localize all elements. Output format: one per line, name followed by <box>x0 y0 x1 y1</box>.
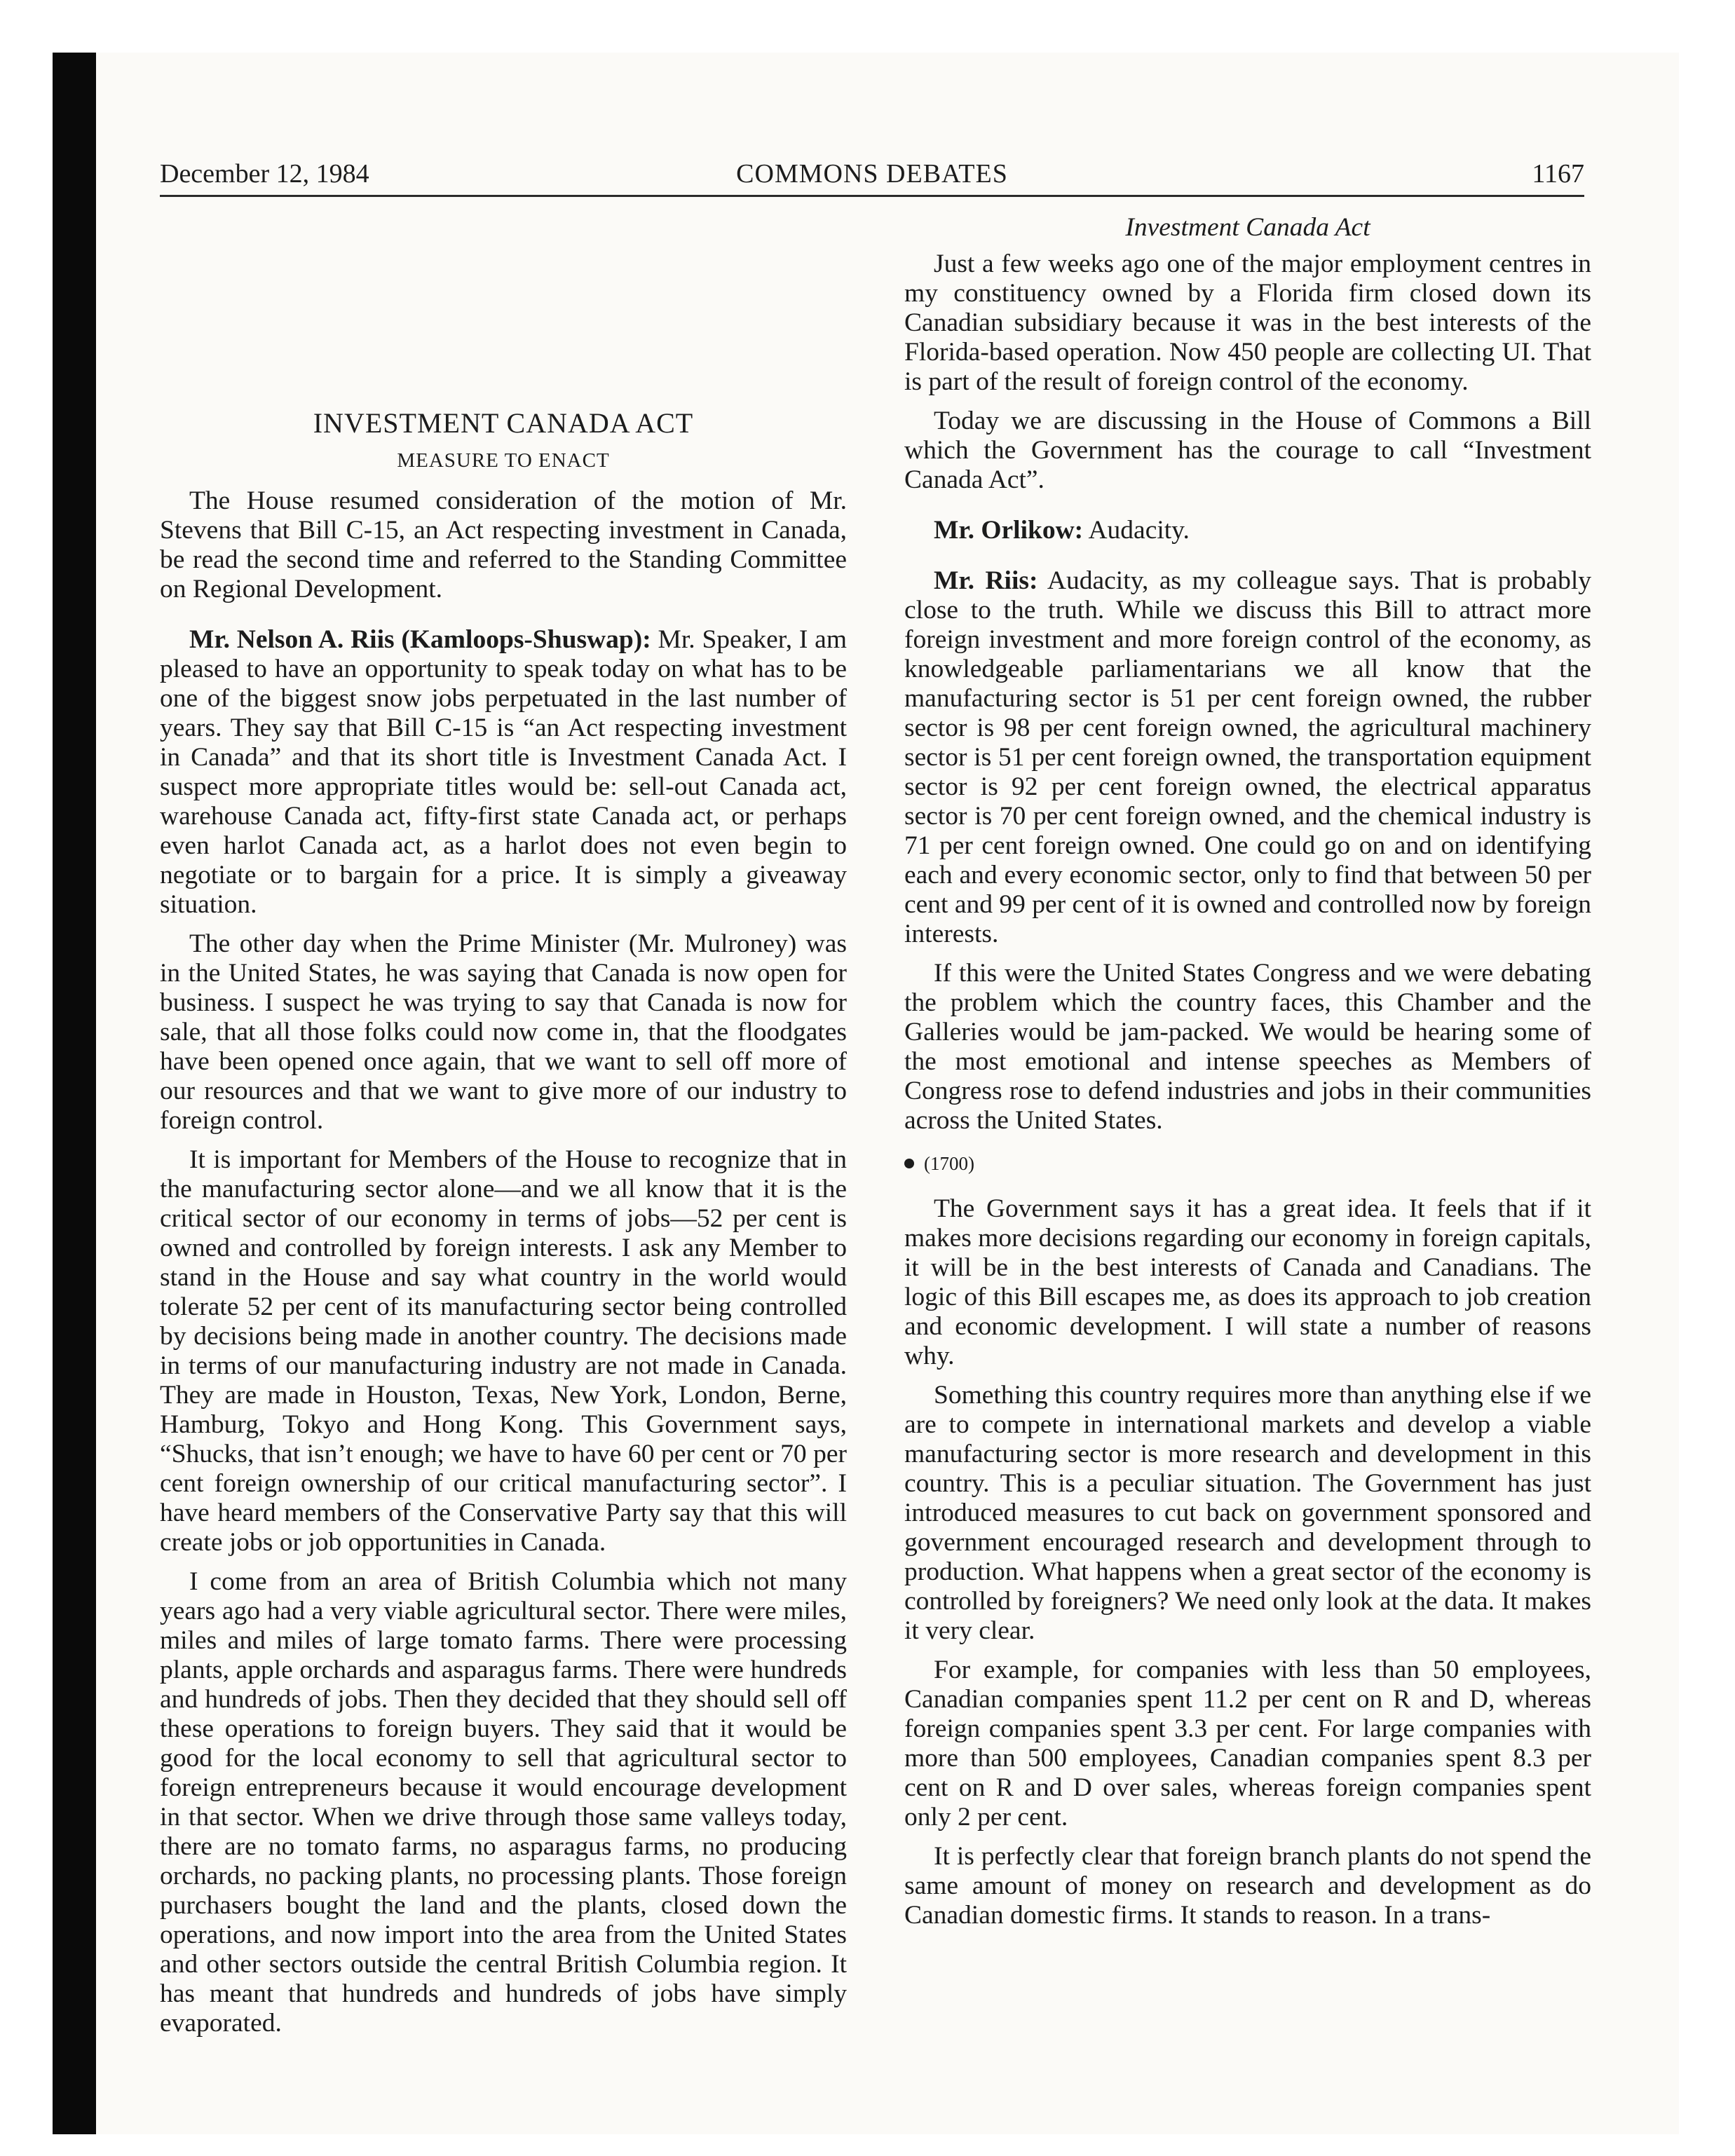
paragraph: I come from an area of British Columbia which not many years ago had a very viable agricultural sector. There were miles, miles and miles of large tomato farms. There were processing plants, apple orchards and asparagus farms. There were hundreds and hundreds of jobs. Then they decided that they should sell off these operations to foreign buyers. They said that it would be good for the local economy to sell that agricultural sector to foreign entrepreneurs because it would encourage development in that sector. When we drive through those same valleys today, there are no tomato farms, no asparagus farms, no producing orchards, no packing plants, no processing plants. Those foreign purchasers bought the land and the plants, closed down the operations, and now import into the area from the United States and other sectors outside the central British Columbia region. It has meant that hundreds and hundreds of jobs have simply evaporated. <box>160 1567 847 2038</box>
speech-text: Mr. Speaker, I am pleased to have an opportunity to speak today on what has to be one of the biggest snow jobs perpetuated in the last number of years. They say that Bill C-15 is “an Act respecting investment in Canada” and that its short title is Investment Canada Act. I suspect more appropriate titles would be: sell-out Canada act, warehouse Canada act, fifty-first state Canada act, or perhaps even harlot Canada act, as a harlot does not even begin to negotiate or to bargain for a price. It is simply a giveaway situation. <box>160 625 847 919</box>
header-date: December 12, 1984 <box>160 159 369 189</box>
paragraph: Today we are discussing in the House of Commons a Bill which the Government has the courage to call “Investment Canada Act”. <box>904 407 1591 494</box>
paragraph: It is important for Members of the House to recognize that in the manufacturing sector alone—and we all know that it is the critical sector of our economy in terms of jobs—52 per cent is owned and controlled by foreign interests. I ask any Member to stand in the House and say what country in the world would tolerate 52 per cent of its manufacturing sector being controlled by decisions being made in another country. The decisions made in terms of our manufacturing industry are not made in Canada. They are made in Houston, Texas, New York, London, Berne, Hamburg, Tokyo and Hong Kong. This Government says, “Shucks, that isn’t enough; we have to have 60 per cent or 70 per cent foreign ownership of our critical manufacturing sector”. I have heard members of the Conservative Party say that this will create jobs or job opportunities in Canada. <box>160 1145 847 1557</box>
speaker-name: Mr. Nelson A. Riis (Kamloops-Shuswap): <box>189 625 651 654</box>
speech-text: Audacity, as my colleague says. That is probably close to the truth. While we discuss this Bill to attract more foreign investment and more foreign control of the economy, as knowledgeable parliamentarians we all know that the manufacturing sector is 51 per cent foreign owned, the rubber sector is 98 per cent foreign owned, the agricultural machinery sector is 51 per cent foreign owned, the transportation equipment sector is 92 per cent foreign owned, the electrical apparatus sector is 70 per cent foreign owned, and the chemical industry is 71 per cent foreign owned. One could go on and on identifying each and every economic sector, only to find that between 50 per cent and 99 per cent of it is owned and controlled now by foreign interests. <box>904 566 1591 948</box>
right-column <box>904 213 1591 1940</box>
paragraph: It is perfectly clear that foreign branch plants do not spend the same amount of money on research and development as do Canadian domestic firms. It stands to reason. In a trans- <box>904 1842 1591 1930</box>
scan-dark-edge <box>53 53 96 2134</box>
speech-paragraph <box>904 516 1591 545</box>
speech-paragraph <box>904 566 1591 949</box>
header-page-number: 1167 <box>1532 159 1584 189</box>
left-column <box>160 247 847 2048</box>
section-title: INVESTMENT CANADA ACT <box>313 407 694 439</box>
paragraph: The other day when the Prime Minister (Mr. Mulroney) was in the United States, he was saying that Canada is now open for business. I suspect he was trying to say that Canada is now for sale, that all those folks could now come in, that the floodgates have been opened once again, that we want to sell off more of our resources and that we want to give more of our industry to foreign control. <box>160 929 847 1135</box>
speech-paragraph <box>160 625 847 920</box>
speaker-name: Mr. Riis: <box>934 566 1038 595</box>
paragraph: Something this country requires more than anything else if we are to compete in international markets and develop a viable manufacturing sector is more research and development in this country. This is a peculiar situation. The Government has just introduced measures to cut back on government sponsored and government encouraged research and development through to production. What happens when a great sector of the economy is controlled by foreigners? We need only look at the data. It makes it very clear. <box>904 1381 1591 1645</box>
speech-text: Audacity. <box>1083 516 1190 545</box>
timestamp-text: (1700) <box>924 1153 974 1174</box>
paragraph: The Government says it has a great idea. It feels that if it makes more decisions regarding our economy in foreign capitals, it will be in the best interests of Canada and Canadians. The logic of this Bill escapes me, as does its approach to job creation and economic development. I will state a number of reasons why. <box>904 1194 1591 1370</box>
paragraph: For example, for companies with less than 50 employees, Canadian companies spent 11.2 per cent on R and D, whereas foreign companies spent 3.3 per cent. For large companies with more than 500 employees, Canadian companies spent 8.3 per cent on R and D over sales, whereas foreign companies spent only 2 per cent. <box>904 1656 1591 1831</box>
paragraph: Just a few weeks ago one of the major employment centres in my constituency owned by a Florida firm closed down its Canadian subsidiary because it was in the best interests of the Florida-based operation. Now 450 people are collecting UI. That is part of the result of foreign control of the economy. <box>904 250 1591 396</box>
speaker-name: Mr. Orlikow: <box>934 516 1084 545</box>
running-head: Investment Canada Act <box>1125 213 1370 242</box>
paragraph: The House resumed consideration of the motion of Mr. Stevens that Bill C-15, an Act respecting investment in Canada, be read the second time and referred to the Standing Committee on Regional Development. <box>160 486 847 603</box>
timestamp-marker <box>904 1151 1591 1176</box>
document-page <box>160 156 1591 2104</box>
bullet-icon <box>904 1159 914 1168</box>
paragraph: If this were the United States Congress and we were debating the problem which the country faces, this Chamber and the Galleries would be jam-packed. We would be hearing some of the most emotional and intense speeches as Members of Congress rose to defend industries and jobs in their communities across the United States. <box>904 959 1591 1135</box>
section-subtitle: MEASURE TO ENACT <box>397 449 610 472</box>
header-publication-title: COMMONS DEBATES <box>736 159 1008 189</box>
page-header <box>160 156 1584 197</box>
